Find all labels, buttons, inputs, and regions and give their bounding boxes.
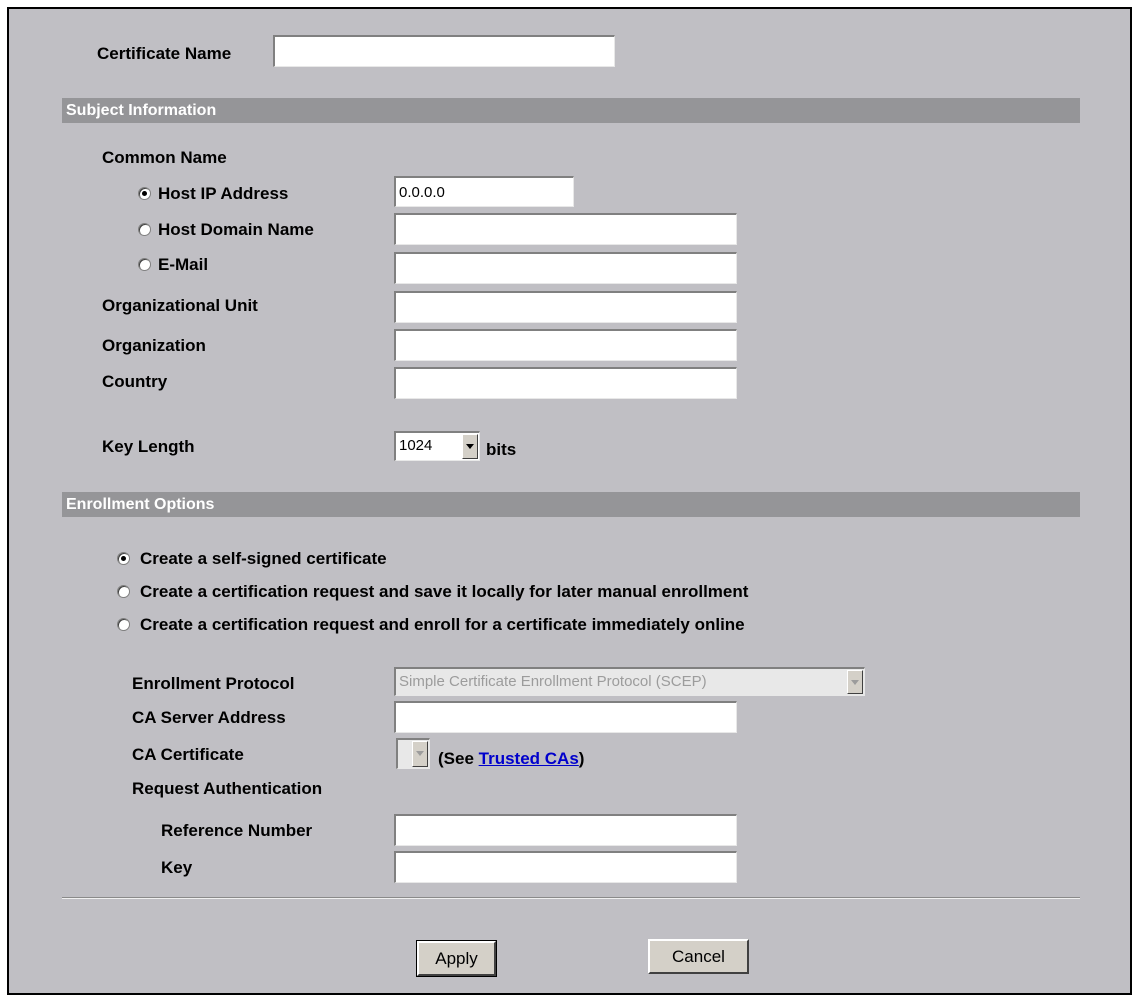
country-label: Country (102, 372, 168, 391)
enrollment-options-header: Enrollment Options (62, 492, 1080, 517)
trusted-cas-note-prefix: (See (438, 749, 479, 768)
host-ip-radio[interactable] (138, 187, 151, 200)
save-locally-radio[interactable] (117, 585, 130, 598)
host-domain-radio[interactable] (138, 223, 151, 236)
email-input[interactable] (394, 252, 737, 284)
ca-certificate-label: CA Certificate (132, 745, 244, 764)
trusted-cas-note-suffix: ) (578, 749, 585, 768)
enrollment-protocol-select[interactable] (394, 667, 865, 696)
self-signed-radio[interactable] (117, 552, 130, 565)
reference-number-label: Reference Number (161, 821, 313, 840)
request-authentication-label: Request Authentication (132, 779, 323, 798)
ca-server-address-input[interactable] (394, 701, 737, 733)
enroll-online-radio[interactable] (117, 618, 130, 631)
organization-input[interactable] (394, 329, 737, 361)
organizational-unit-input[interactable] (394, 291, 737, 323)
host-ip-label: Host IP Address (158, 184, 289, 203)
self-signed-label: Create a self-signed certificate (140, 549, 387, 568)
apply-button[interactable]: Apply (417, 941, 496, 976)
reference-number-input[interactable] (394, 814, 737, 846)
common-name-label: Common Name (102, 148, 227, 167)
email-label: E-Mail (158, 255, 209, 274)
enroll-online-label: Create a certification request and enroll for a certificate immediately online (140, 615, 745, 634)
trusted-cas-note (438, 749, 584, 769)
key-length-unit: bits (486, 440, 517, 459)
enrollment-protocol-label: Enrollment Protocol (132, 674, 295, 693)
host-ip-input[interactable] (394, 176, 574, 207)
divider (62, 897, 1080, 899)
certificate-name-input[interactable] (273, 35, 615, 67)
save-locally-label: Create a certification request and save it locally for later manual enrollment (140, 582, 749, 601)
key-label: Key (161, 858, 193, 877)
certificate-name-label: Certificate Name (97, 44, 232, 63)
host-domain-label: Host Domain Name (158, 220, 314, 239)
email-radio[interactable] (138, 258, 151, 271)
host-domain-input[interactable] (394, 213, 737, 245)
chevron-down-icon[interactable] (412, 741, 428, 767)
key-input[interactable] (394, 851, 737, 883)
country-input[interactable] (394, 367, 737, 399)
enrollment-protocol-value: Simple Certificate Enrollment Protocol (SCEP) (399, 673, 707, 690)
organization-label: Organization (102, 336, 206, 355)
key-length-label: Key Length (102, 437, 195, 456)
subject-information-header: Subject Information (62, 98, 1080, 123)
trusted-cas-link[interactable]: Trusted CAs (478, 749, 579, 768)
key-length-select[interactable] (394, 431, 480, 461)
key-length-value: 1024 (399, 437, 433, 454)
organizational-unit-label: Organizational Unit (102, 296, 258, 315)
chevron-down-icon[interactable] (847, 670, 863, 694)
ca-server-address-label: CA Server Address (132, 708, 286, 727)
chevron-down-icon[interactable] (462, 434, 478, 459)
ca-certificate-select[interactable] (396, 738, 430, 769)
cancel-button[interactable]: Cancel (648, 939, 749, 974)
